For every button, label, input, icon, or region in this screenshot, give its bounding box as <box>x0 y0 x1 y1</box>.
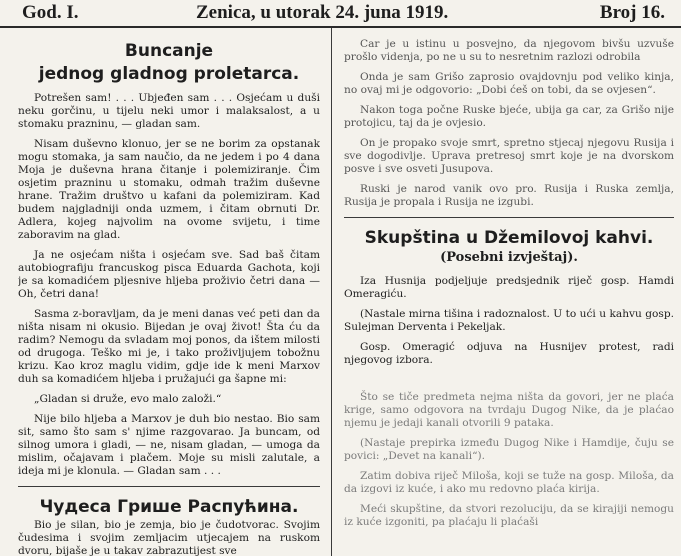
left-column <box>18 28 320 556</box>
headline-line-2: jednog gladnog proletarca. <box>38 64 300 84</box>
article-paragraph: Što se tiče predmeta nejma ništa da govori, jer ne plaća krige, samo odgovora na tvrdaju Dugog Nike, da je plaćao njemu je jedaji kanali otvorili 9 pataka. <box>344 391 674 429</box>
headline-line-1: Buncanje <box>124 41 214 61</box>
section-rule <box>18 486 320 487</box>
article-headline <box>18 40 320 86</box>
article-paragraph: Nije bilo hljeba a Marxov je duh bio nestao. Bio sam sit, samo što sam s' njime razgovarao. Ja buncam, od silnog umora i gladi, — ne, nisam gladan, — umoga da mislim, očajavam i plačem. Moje su misli zalutale, a ideja mi je klonula. — Gladan sam . . . <box>18 413 320 477</box>
article-paragraph: Nakon toga počne Ruske bjeće, ubija ga car, za Grišo nije protojicu, taj da je ovjesio. <box>344 104 674 129</box>
faded-article-section <box>344 391 674 529</box>
article-paragraph: (Nastaje prepirka između Dugog Nike i Hamdije, čuju se povici: „Devet na kanali“). <box>344 437 674 462</box>
article-paragraph: On je propako svoje smrt, spretno stjecaj njegovu Rusija i sve dogodivlje. Uprava pretresoj smrt koje je na dvorskom posve i sve osveti Jusupova. <box>344 137 674 175</box>
continued-article <box>344 38 674 209</box>
column-divider <box>331 28 332 556</box>
article-headline-cyrillic: Чудеса Грише Распућина. <box>39 497 299 517</box>
article-paragraph: Zatim dobiva riječ Miloša, koji se tuže na gosp. Miloša, da da izgovi iz kuće, i ako mu redovno plaća kirija. <box>344 470 674 495</box>
article-paragraph: Ja ne osjećam ništa i osjećam sve. Sad baš čitam autobiografiju francuskog pisca Eduarda Gachota, koji je sa komadićem pljesnive hljeba proživio četri dana — Oh, četri dana! <box>18 249 320 300</box>
article-paragraph: Iza Husnija podjeljuje predsjednik riječ gosp. Hamdi Omeragiću. <box>344 275 674 300</box>
article-paragraph: (Nastale mirna tišina i radoznalost. U to ući u kahvu gosp. Sulejman Derventa i Pekeljak. <box>344 308 674 333</box>
article-paragraph: Car je u istinu u posvejno, da njegovom bivšu uzvuše prošlo videnja, po ne u su to nesretnim razlozi odrobila <box>344 38 674 63</box>
article-paragraph: Sasma z-boravljam, da je meni danas već peti dan da ništa nisam ni okusio. Bijedan je ovaj život! Šta ću da radim? Nemogu da svladam moj ponos, da ištem milosti od drugoga. Teško mi je, i tako proživljujem tobožnu krizu. Kao kroz maglu vidim, gdje ide k meni Marxov duh sa komadićem hljeba i pružajući ga šapne mi: <box>18 308 320 385</box>
article-paragraph: Meći skupštine, da stvori rezoluciju, da se kirajiji nemogu iz kuće izgoniti, pa plaćaju li plaćaši <box>344 503 674 528</box>
masthead <box>0 0 681 28</box>
section-rule <box>344 217 674 218</box>
right-column <box>344 28 674 556</box>
volume-label: God. I. <box>22 2 79 23</box>
date-line: Zenica, u utorak 24. juna 1919. <box>196 2 449 23</box>
article-headline: Skupština u Džemilovoj kahvi. <box>364 228 654 248</box>
article-paragraph: Nisam duševno klonuo, jer se ne borim za opstanak mogu stomaka, ja sam naučio, da ne jedem i po 4 dana Moja je duševna hrana čitanje i polemiziranje. Čim osjetim prazninu u stomaku, odmah tražim duševne hrane. Tražim društvo u kafani da polemiziram. Kad budem najgladniji onda uzmem, i čitam obrnuti Dr. Adlera, kojeg najvolim na ovome svijetu, i time zaboravim na glad. <box>18 138 320 241</box>
article-paragraph: Ruski je narod vanik ovo pro. Rusija i Ruska zemlja, Rusija je propala i Rusija ne izgubi. <box>344 183 674 208</box>
article-paragraph: Onda je sam Grišo zaprosio ovajdovnju pod veliko kinja, no ovaj mi je odgovorio: „Dobi ćeš on tobi, da se ovjesen“. <box>344 71 674 96</box>
issue-number: Broj 16. <box>599 2 665 23</box>
article-paragraph: Potrešen sam! . . . Ubjeđen sam . . . Osjećam u duši neku gorčinu, u tijelu neki umor i malaksalost, a u stomaku prazninu, — gladan sam. <box>18 92 320 130</box>
article-paragraph: Bio je silan, bio je zemja, bio je čudotvorac. Svojim čudesima i svojim zemljacim utjecajem na ruskom dvoru, bijaše je u takav zabrazutijest sve <box>18 519 320 556</box>
article-quote: „Gladan si druže, evo malo založi.“ <box>34 393 222 405</box>
article-subhead: (Posebni izvještaj). <box>440 250 578 265</box>
article-paragraph: Gosp. Omeragić odjuva na Husnijev protest, radi njegovog izbora. <box>344 341 674 366</box>
